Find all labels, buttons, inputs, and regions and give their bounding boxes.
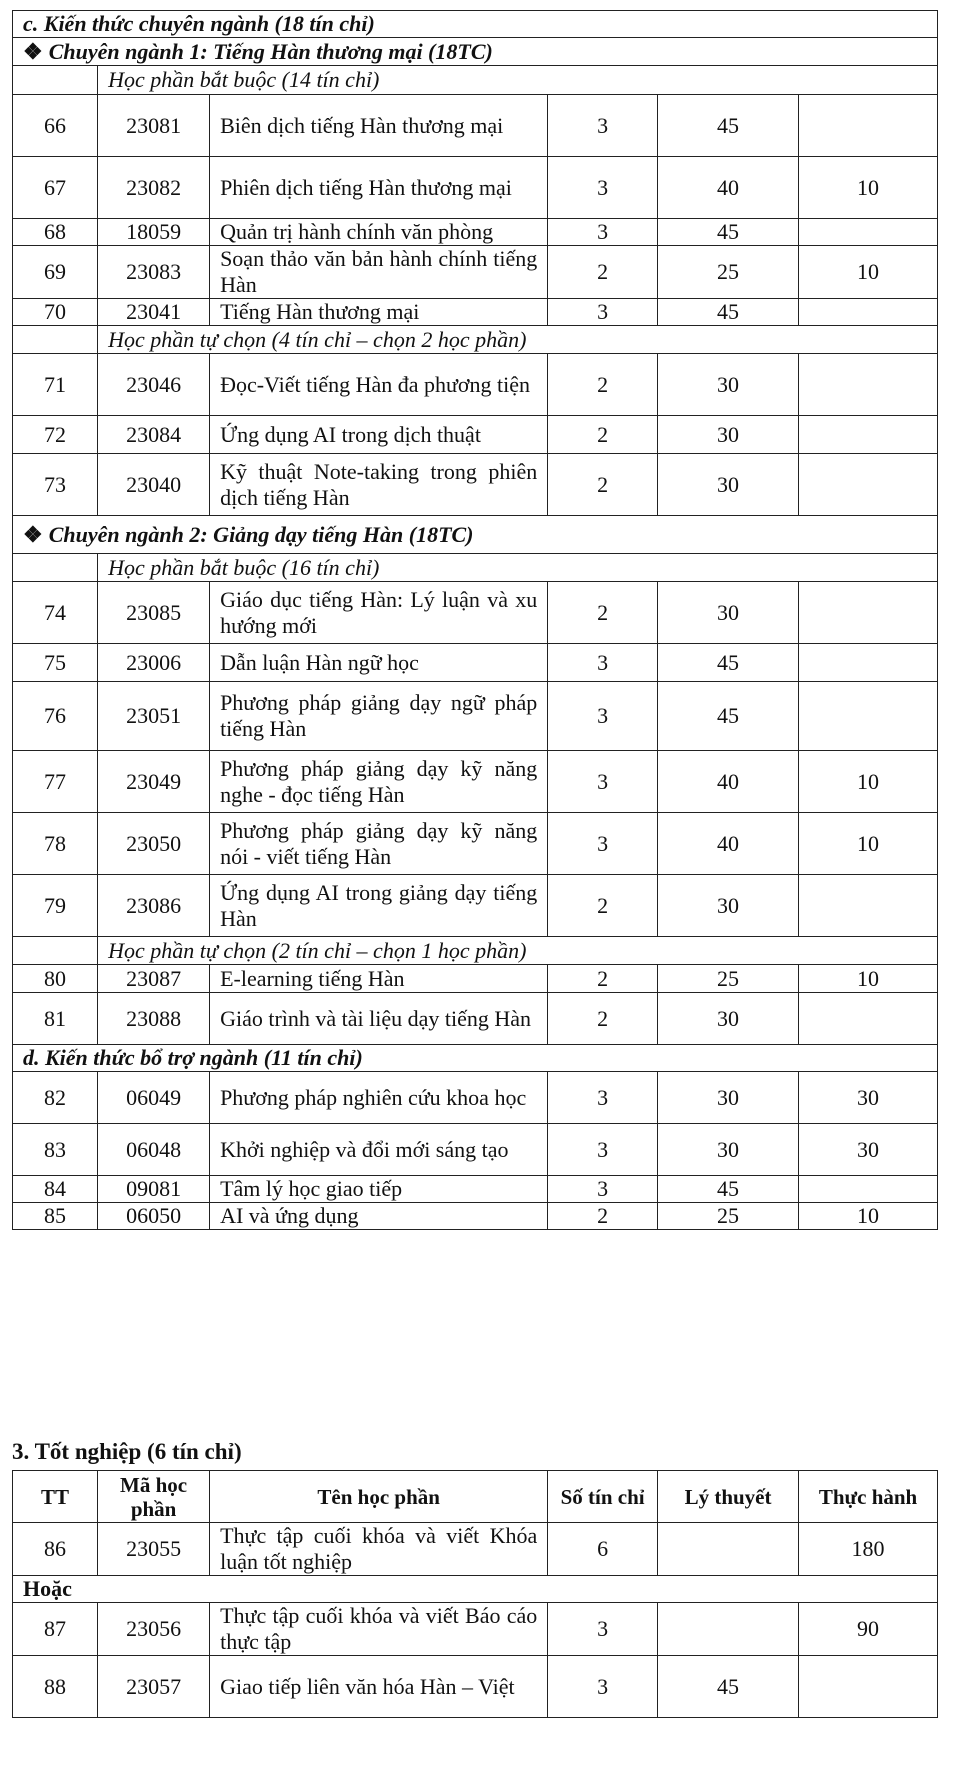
- cell-tt: 78: [13, 813, 98, 875]
- subgroup-heading: Học phần bắt buộc (16 tín chỉ): [98, 554, 938, 582]
- section-heading: [13, 1045, 938, 1072]
- cell-practice: 30: [799, 1124, 938, 1176]
- table-row: [13, 1523, 938, 1576]
- cell-tt: 84: [13, 1176, 98, 1203]
- cell-practice: [799, 454, 938, 516]
- cell-tt: 67: [13, 157, 98, 219]
- cell-credits: 2: [548, 1203, 658, 1230]
- cell-name: [210, 416, 548, 454]
- cell-practice: [799, 993, 938, 1045]
- table-row: [13, 157, 938, 219]
- cell-theory: 25: [657, 246, 798, 299]
- cell-name: [210, 813, 548, 875]
- cell-theory: 30: [657, 1124, 798, 1176]
- cell-theory: 30: [657, 1072, 798, 1124]
- header-credits: Số tín chỉ: [548, 1471, 658, 1523]
- cell-practice: 10: [799, 157, 938, 219]
- cell-credits: 3: [548, 751, 658, 813]
- course-name: Giáo trình và tài liệu dạy tiếng Hàn: [220, 1005, 532, 1031]
- header-name: Tên học phần: [210, 1471, 548, 1523]
- course-name: Phiên dịch tiếng Hàn thương mại: [220, 174, 512, 200]
- subgroup-row: [13, 554, 938, 582]
- cell-credits: 3: [548, 1124, 658, 1176]
- cell-practice: 90: [799, 1603, 938, 1656]
- table-row: [13, 299, 938, 326]
- cell-practice: 10: [799, 751, 938, 813]
- cell-credits: 3: [548, 682, 658, 751]
- cell-theory: 30: [657, 582, 798, 644]
- cell-code: 06050: [98, 1203, 210, 1230]
- cell-name: [210, 1603, 548, 1656]
- course-name: AI và ứng dụng: [220, 1203, 359, 1228]
- cell-tt: 79: [13, 875, 98, 937]
- section-heading-row: [13, 1045, 938, 1072]
- cell-practice: 10: [799, 246, 938, 299]
- cell-theory: 30: [657, 454, 798, 516]
- cell-name: [210, 1523, 548, 1576]
- course-name: Dẫn luận Hàn ngữ học: [220, 649, 419, 675]
- cell-practice: [799, 416, 938, 454]
- empty-cell: [13, 554, 98, 582]
- cell-credits: 2: [548, 246, 658, 299]
- cell-practice: 10: [799, 1203, 938, 1230]
- cell-code: 23085: [98, 582, 210, 644]
- cell-tt: 87: [13, 1603, 98, 1656]
- cell-name: [210, 1072, 548, 1124]
- cell-practice: [799, 644, 938, 682]
- cell-credits: 2: [548, 354, 658, 416]
- header-practice: Thực hành: [799, 1471, 938, 1523]
- cell-credits: 3: [548, 644, 658, 682]
- cell-code: 23041: [98, 299, 210, 326]
- section-heading-row: [13, 38, 938, 66]
- cell-code: 23006: [98, 644, 210, 682]
- cell-theory: [658, 1603, 799, 1656]
- cell-credits: 2: [548, 582, 658, 644]
- cell-code: 23051: [98, 682, 210, 751]
- cell-code: 23086: [98, 875, 210, 937]
- table-row: [13, 644, 938, 682]
- cell-tt: 83: [13, 1124, 98, 1176]
- cell-code: 23056: [98, 1603, 210, 1656]
- cell-practice: [799, 1176, 938, 1203]
- cell-tt: 68: [13, 219, 98, 246]
- cell-credits: 2: [548, 965, 658, 993]
- cell-tt: 80: [13, 965, 98, 993]
- cell-theory: 30: [657, 354, 798, 416]
- alternative-row: [13, 1576, 938, 1603]
- course-name: Phương pháp giảng dạy kỹ năng nói - viết tiếng Hàn: [220, 817, 538, 869]
- cell-theory: 45: [657, 682, 798, 751]
- course-name: Quản trị hành chính văn phòng: [220, 219, 494, 244]
- section-heading: [13, 11, 938, 38]
- course-name: Khởi nghiệp và đổi mới sáng tạo: [220, 1136, 509, 1162]
- course-name: Biên dịch tiếng Hàn thương mại: [220, 112, 504, 138]
- cell-tt: 73: [13, 454, 98, 516]
- table-row: [13, 813, 938, 875]
- cell-tt: 72: [13, 416, 98, 454]
- cell-code: 23088: [98, 993, 210, 1045]
- cell-practice: 30: [799, 1072, 938, 1124]
- cell-name: [210, 582, 548, 644]
- course-name: Tiếng Hàn thương mại: [220, 299, 420, 324]
- cell-credits: 3: [548, 157, 658, 219]
- cell-credits: 3: [548, 1603, 658, 1656]
- cell-tt: 88: [13, 1656, 98, 1718]
- cell-code: 23082: [98, 157, 210, 219]
- alternative-label: Hoặc: [13, 1576, 938, 1603]
- subgroup-row: [13, 326, 938, 354]
- cell-code: 18059: [98, 219, 210, 246]
- cell-code: 23083: [98, 246, 210, 299]
- table-row: [13, 219, 938, 246]
- cell-tt: 81: [13, 993, 98, 1045]
- section-3-heading: 3. Tốt nghiệp (6 tín chỉ): [12, 1439, 242, 1464]
- cell-credits: 6: [548, 1523, 658, 1576]
- cell-code: 23040: [98, 454, 210, 516]
- cell-theory: 25: [657, 1203, 798, 1230]
- cell-credits: 3: [548, 299, 658, 326]
- cell-theory: 45: [658, 1656, 799, 1718]
- cell-theory: 30: [657, 993, 798, 1045]
- table-header-row: [13, 1471, 938, 1523]
- cell-code: 06049: [98, 1072, 210, 1124]
- subgroup-heading: Học phần tự chọn (2 tín chỉ – chọn 1 học phần): [98, 937, 938, 965]
- cell-practice: [799, 875, 938, 937]
- cell-practice: 10: [799, 813, 938, 875]
- cell-code: 09081: [98, 1176, 210, 1203]
- cell-theory: 25: [657, 965, 798, 993]
- cell-name: [210, 644, 548, 682]
- cell-tt: 74: [13, 582, 98, 644]
- cell-credits: 2: [548, 993, 658, 1045]
- cell-credits: 3: [548, 1176, 658, 1203]
- table-row: [13, 582, 938, 644]
- cell-name: [210, 993, 548, 1045]
- table-row: [13, 1072, 938, 1124]
- cell-credits: 3: [548, 95, 658, 157]
- cell-name: [210, 682, 548, 751]
- cell-name: [210, 1176, 548, 1203]
- cell-tt: 77: [13, 751, 98, 813]
- section-heading-text: d. Kiến thức bổ trợ ngành (11 tín chỉ): [23, 1045, 363, 1070]
- header-code: Mã học phần: [98, 1471, 210, 1523]
- course-name: Kỹ thuật Note-taking trong phiên dịch tiếng Hàn: [220, 458, 538, 510]
- cell-name: [210, 157, 548, 219]
- table-row: [13, 354, 938, 416]
- section-heading-row: [13, 516, 938, 554]
- course-name: Tâm lý học giao tiếp: [220, 1176, 403, 1201]
- cell-tt: 82: [13, 1072, 98, 1124]
- course-name: Phương pháp giảng dạy kỹ năng nghe - đọc tiếng Hàn: [220, 755, 538, 807]
- cell-credits: 3: [548, 1656, 658, 1718]
- table-row: [13, 1656, 938, 1718]
- cell-code: 06048: [98, 1124, 210, 1176]
- table-row: [13, 993, 938, 1045]
- course-name: Phương pháp nghiên cứu khoa học: [220, 1084, 527, 1110]
- cell-theory: 40: [657, 813, 798, 875]
- header-theory: Lý thuyết: [658, 1471, 799, 1523]
- table-row: [13, 1603, 938, 1656]
- table-row: [13, 95, 938, 157]
- cell-tt: 76: [13, 682, 98, 751]
- cell-name: [210, 219, 548, 246]
- course-name: Ứng dụng AI trong dịch thuật: [220, 421, 481, 447]
- subgroup-row: [13, 66, 938, 95]
- cell-code: 23049: [98, 751, 210, 813]
- course-name: Giáo dục tiếng Hàn: Lý luận và xu hướng mới: [220, 586, 538, 638]
- cell-practice: 10: [799, 965, 938, 993]
- cell-code: 23055: [98, 1523, 210, 1576]
- cell-credits: 2: [548, 875, 658, 937]
- table-row: [13, 1203, 938, 1230]
- table-row: [13, 416, 938, 454]
- header-tt: TT: [13, 1471, 98, 1523]
- course-name: Đọc-Viết tiếng Hàn đa phương tiện: [220, 371, 531, 397]
- cell-code: 23057: [98, 1656, 210, 1718]
- cell-credits: 3: [548, 1072, 658, 1124]
- cell-practice: 180: [799, 1523, 938, 1576]
- cell-name: [210, 1656, 548, 1718]
- table-row: [13, 682, 938, 751]
- cell-name: [210, 875, 548, 937]
- cell-code: 23046: [98, 354, 210, 416]
- course-name: E-learning tiếng Hàn: [220, 965, 405, 991]
- cell-theory: 45: [657, 1176, 798, 1203]
- cell-name: [210, 751, 548, 813]
- course-name: Giao tiếp liên văn hóa Hàn – Việt: [220, 1673, 515, 1699]
- cell-code: 23081: [98, 95, 210, 157]
- cell-practice: [799, 354, 938, 416]
- cell-practice: [799, 219, 938, 246]
- cell-practice: [799, 682, 938, 751]
- section-heading: [13, 516, 938, 554]
- section-heading: [13, 38, 938, 66]
- cell-tt: 86: [13, 1523, 98, 1576]
- cell-practice: [799, 299, 938, 326]
- cell-practice: [799, 95, 938, 157]
- table-row: [13, 1124, 938, 1176]
- section-heading-text: Chuyên ngành 1: Tiếng Hàn thương mại (18TC): [48, 38, 493, 64]
- cell-theory: 30: [657, 416, 798, 454]
- table-row: [13, 875, 938, 937]
- cell-code: 23050: [98, 813, 210, 875]
- cell-tt: 71: [13, 354, 98, 416]
- section-heading-text: c. Kiến thức chuyên ngành (18 tín chỉ): [23, 11, 375, 36]
- cell-theory: [658, 1523, 799, 1576]
- cell-credits: 2: [548, 416, 658, 454]
- course-name: Thực tập cuối khóa và viết Khóa luận tốt nghiệp: [220, 1523, 538, 1574]
- table-row: [13, 246, 938, 299]
- cell-name: [210, 454, 548, 516]
- cell-name: [210, 95, 548, 157]
- cell-tt: 75: [13, 644, 98, 682]
- cell-theory: 30: [657, 875, 798, 937]
- cell-name: [210, 299, 548, 326]
- cell-practice: [799, 1656, 938, 1718]
- empty-cell: [13, 66, 98, 95]
- cell-tt: 69: [13, 246, 98, 299]
- cell-practice: [799, 582, 938, 644]
- cell-theory: 45: [657, 95, 798, 157]
- cell-name: [210, 965, 548, 993]
- section-heading-text: Chuyên ngành 2: Giảng dạy tiếng Hàn (18TC): [48, 521, 474, 547]
- diamond-bullet-icon: ❖: [23, 521, 43, 547]
- subgroup-heading: Học phần tự chọn (4 tín chỉ – chọn 2 học phần): [98, 326, 938, 354]
- cell-theory: 40: [657, 751, 798, 813]
- table-row: [13, 751, 938, 813]
- cell-tt: 70: [13, 299, 98, 326]
- cell-theory: 40: [657, 157, 798, 219]
- section-heading-row: [13, 11, 938, 38]
- cell-name: [210, 246, 548, 299]
- cell-name: [210, 1203, 548, 1230]
- course-name: Thực tập cuối khóa và viết Báo cáo thực tập: [220, 1603, 538, 1654]
- cell-theory: 45: [657, 219, 798, 246]
- empty-cell: [13, 326, 98, 354]
- cell-code: 23084: [98, 416, 210, 454]
- diamond-bullet-icon: ❖: [23, 38, 43, 64]
- cell-theory: 45: [657, 299, 798, 326]
- cell-theory: 45: [657, 644, 798, 682]
- course-name: Ứng dụng AI trong giảng dạy tiếng Hàn: [220, 879, 538, 931]
- cell-code: 23087: [98, 965, 210, 993]
- table-row: [13, 965, 938, 993]
- table-row: [13, 1176, 938, 1203]
- graduation-table: [12, 1470, 938, 1718]
- empty-cell: [13, 937, 98, 965]
- cell-credits: 3: [548, 813, 658, 875]
- cell-tt: 66: [13, 95, 98, 157]
- cell-credits: 3: [548, 219, 658, 246]
- table-row: [13, 454, 938, 516]
- subgroup-row: [13, 937, 938, 965]
- cell-name: [210, 354, 548, 416]
- cell-tt: 85: [13, 1203, 98, 1230]
- cell-name: [210, 1124, 548, 1176]
- subgroup-heading: Học phần bắt buộc (14 tín chỉ): [98, 66, 938, 95]
- course-name: Soạn thảo văn bản hành chính tiếng Hàn: [220, 246, 538, 297]
- course-name: Phương pháp giảng dạy ngữ pháp tiếng Hàn: [220, 690, 538, 741]
- cell-credits: 2: [548, 454, 658, 516]
- curriculum-table: [12, 10, 938, 1230]
